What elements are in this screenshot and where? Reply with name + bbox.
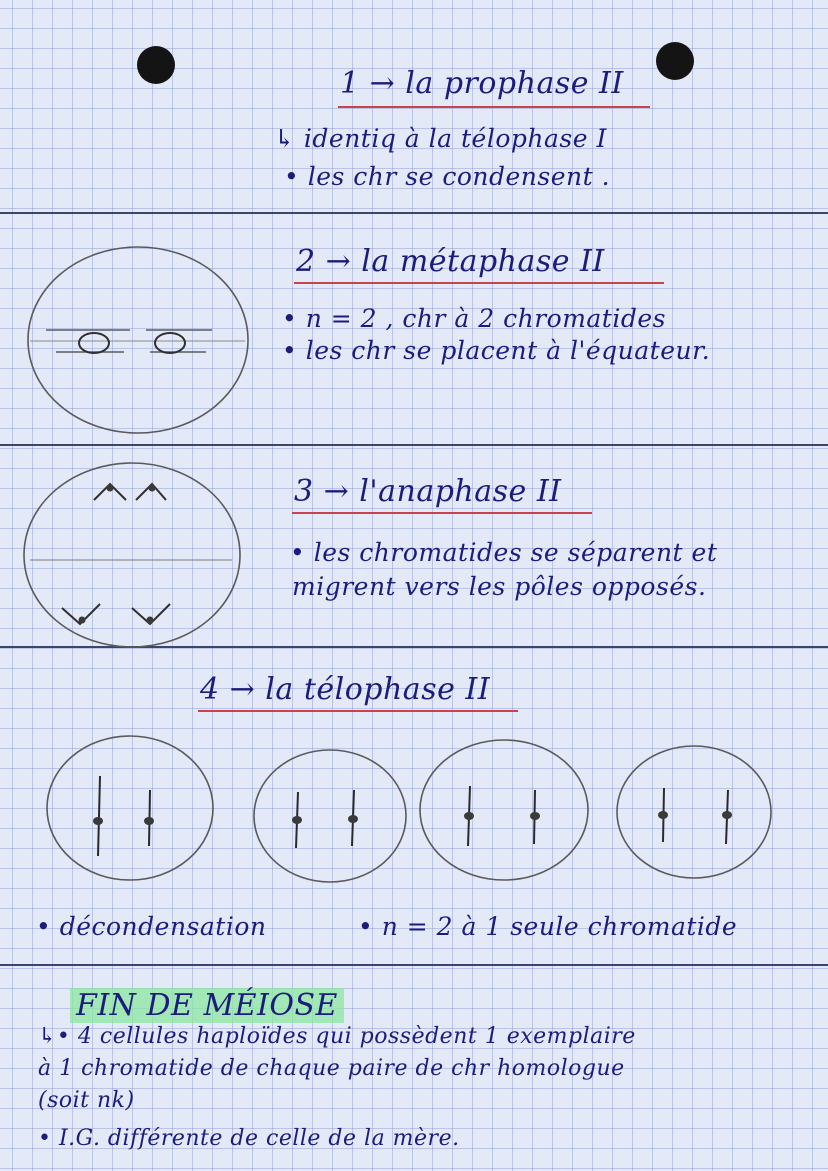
telophase-centromere-3b <box>530 812 540 820</box>
telophase-centromere-1a <box>93 817 103 825</box>
anaphase-centromere-1 <box>107 485 114 492</box>
section3-line-1: • les chromatides se séparent et <box>290 538 718 567</box>
section3-title: 3 → l'anaphase II <box>294 474 562 509</box>
anaphase-centromere-2 <box>149 485 156 492</box>
section1-line-1: ↳ identiq à la télophase I <box>274 124 607 153</box>
telophase-chromatid-1a <box>98 776 100 856</box>
section4-note-decondensation: • décondensation <box>36 912 267 941</box>
telophase-centromere-2b <box>348 815 358 823</box>
section5-line-2: à 1 chromatide de chaque paire de chr homologue <box>38 1056 625 1081</box>
section2-title: 2 → la métaphase II <box>296 244 605 279</box>
telophase-cell-4 <box>617 746 771 878</box>
section2-line-2: • les chr se placent à l'équateur. <box>282 336 711 365</box>
section4-title: 4 → la télophase II <box>200 672 491 707</box>
section2-line-1: • n = 2 , chr à 2 chromatides <box>282 304 666 333</box>
section5-line-1: ↳• 4 cellules haploïdes qui possèdent 1 exemplaire <box>38 1024 636 1049</box>
section5-line-4: • I.G. différente de celle de la mère. <box>38 1126 460 1151</box>
telophase-centromere-4a <box>658 811 668 819</box>
metaphase-cell <box>28 247 248 433</box>
metaphase-chromosome-left <box>79 333 109 353</box>
section1-title: 1 → la prophase II <box>340 66 624 101</box>
telophase-centromere-1b <box>144 817 154 825</box>
anaphase-centromere-4 <box>147 617 154 624</box>
telophase-centromere-4b <box>722 811 732 819</box>
telophase-cell-1 <box>47 736 213 880</box>
telophase-centromere-2a <box>292 816 302 824</box>
section5-line-3: (soit nk) <box>38 1088 135 1113</box>
section4-note-chromatid: • n = 2 à 1 seule chromatide <box>358 912 738 941</box>
section1-line-2: • les chr se condensent . <box>284 162 611 191</box>
anaphase-cell <box>24 463 240 647</box>
section3-line-2: migrent vers les pôles opposés. <box>292 572 707 601</box>
telophase-cell-2 <box>254 750 406 882</box>
anaphase-centromere-3 <box>79 617 86 624</box>
telophase-centromere-3a <box>464 812 474 820</box>
metaphase-chromosome-right <box>155 333 185 353</box>
section5-title-highlight: FIN DE MÉIOSE <box>70 988 344 1023</box>
telophase-cell-3 <box>420 740 588 880</box>
